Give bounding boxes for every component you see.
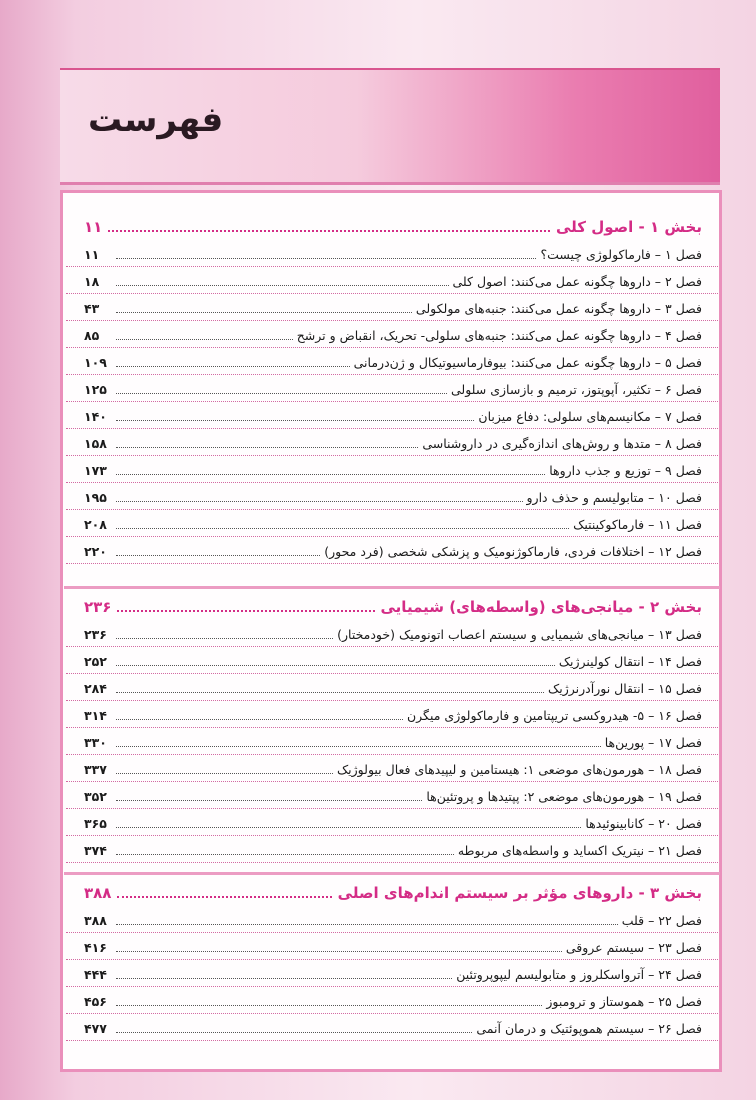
- chapter-page-number: ۸۵: [84, 327, 100, 343]
- row-separator: [66, 835, 718, 836]
- chapter-title: فصل ۵ – داروها چگونه عمل می‌کنند: بیوفارماسیوتیکال و ژن‌درمانی: [353, 354, 702, 370]
- chapter-title: فصل ۳ – داروها چگونه عمل می‌کنند: جنبه‌های مولکولی: [415, 300, 702, 316]
- toc-row[interactable]: [84, 703, 702, 727]
- chapter-page-number: ۲۸۴: [84, 680, 107, 696]
- row-separator: [66, 428, 718, 429]
- row-separator: [66, 673, 718, 674]
- toc-row[interactable]: [84, 962, 702, 986]
- chapter-title: فصل ۸ – متدها و روش‌های اندازه‌گیری در داروشناسی: [422, 435, 702, 451]
- chapter-title: فصل ۱۲ – اختلافات فردی، فارماکوژنومیک و پزشکی شخصی (فرد محور): [324, 543, 702, 559]
- row-separator: [66, 320, 718, 321]
- section-title: بخش ۳ - داروهای مؤثر بر سیستم اندام‌های اصلی: [337, 884, 702, 902]
- toc-row[interactable]: [84, 350, 702, 374]
- chapter-title: فصل ۱۴ – انتقال کولینرژیک: [558, 653, 702, 669]
- dot-leader: [116, 258, 536, 259]
- dot-leader: [116, 665, 555, 666]
- chapter-page-number: ۴۱۶: [84, 939, 107, 955]
- row-separator: [66, 266, 718, 267]
- chapter-title: فصل ۱۷ – پورین‌ها: [604, 734, 702, 750]
- chapter-page-number: ۱۰۹: [84, 354, 107, 370]
- page-title: فهرست: [88, 100, 224, 140]
- section-title: بخش ۱ - اصول کلی: [555, 218, 702, 236]
- dot-leader: [116, 978, 452, 979]
- dot-leader: [116, 420, 474, 421]
- chapter-page-number: ۳۵۲: [84, 788, 107, 804]
- dot-leader: [116, 692, 544, 693]
- dot-leader: [116, 1032, 472, 1033]
- chapter-title: فصل ۱۵ – انتقال نورآدرنرژیک: [548, 680, 702, 696]
- dot-leader: [116, 719, 403, 720]
- chapter-page-number: ۱۲۵: [84, 381, 107, 397]
- chapter-page-number: ۳۳۰: [84, 734, 107, 750]
- chapter-page-number: ۱۷۳: [84, 462, 107, 478]
- chapter-page-number: ۲۳۶: [84, 626, 107, 642]
- toc-row[interactable]: [84, 269, 702, 293]
- dot-leader: [116, 746, 601, 747]
- chapter-title: فصل ۲۲ – قلب: [621, 912, 702, 928]
- toc-row[interactable]: [84, 485, 702, 509]
- row-separator: [66, 808, 718, 809]
- row-separator: [66, 781, 718, 782]
- row-separator: [66, 455, 718, 456]
- chapter-page-number: ۱۴۰: [84, 408, 107, 424]
- dot-leader: [116, 312, 412, 313]
- chapter-title: فصل ۲۶ – سیستم همو‌پوئتیک و درمان آنمی: [476, 1020, 702, 1036]
- toc-row[interactable]: [84, 649, 702, 673]
- chapter-title: فصل ۲۵ – هموستاز و ترومبوز: [546, 993, 702, 1009]
- dot-leader: [117, 896, 331, 898]
- chapter-page-number: ۳۶۵: [84, 815, 107, 831]
- row-separator: [66, 482, 718, 483]
- row-separator: [66, 293, 718, 294]
- section-divider: [64, 872, 720, 875]
- row-separator: [66, 401, 718, 402]
- toc-row[interactable]: [84, 431, 702, 455]
- chapter-title: فصل ۲۱ – نیتریک اکساید و واسطه‌های مربوطه: [457, 842, 702, 858]
- dot-leader: [116, 1005, 542, 1006]
- dot-leader: [116, 854, 454, 855]
- dot-leader: [116, 285, 449, 286]
- row-separator: [66, 1013, 718, 1014]
- chapter-page-number: ۱۵۸: [84, 435, 107, 451]
- section-page-number: ۳۸۸: [84, 884, 112, 902]
- chapter-title: فصل ۱۸ – هورمون‌های موضعی ۱: هیستامین و لیپیدهای فعال بیولوژیک: [336, 761, 702, 777]
- dot-leader: [116, 393, 447, 394]
- dot-leader: [116, 638, 333, 639]
- dot-leader: [116, 800, 422, 801]
- dot-leader: [116, 555, 320, 556]
- dot-leader: [108, 230, 550, 232]
- toc-row[interactable]: [84, 458, 702, 482]
- row-separator: [66, 700, 718, 701]
- chapter-title: فصل ۷ – مکانیسم‌های سلولی: دفاع میزبان: [478, 408, 702, 424]
- toc-row[interactable]: [84, 404, 702, 428]
- dot-leader: [116, 528, 569, 529]
- dot-leader: [116, 827, 581, 828]
- section-heading[interactable]: [84, 594, 702, 620]
- chapter-title: فصل ۲ – داروها چگونه عمل می‌کنند: اصول کلی: [452, 273, 702, 289]
- row-separator: [66, 347, 718, 348]
- section-divider: [64, 586, 720, 589]
- row-separator: [66, 646, 718, 647]
- toc-row[interactable]: [84, 935, 702, 959]
- toc-row[interactable]: [84, 730, 702, 754]
- chapter-title: فصل ۹ – توزیع و جذب داروها: [549, 462, 702, 478]
- toc-row[interactable]: [84, 676, 702, 700]
- chapter-page-number: ۲۵۲: [84, 653, 107, 669]
- toc-row[interactable]: [84, 622, 702, 646]
- chapter-title: فصل ۲۳ – سیستم عروقی: [565, 939, 702, 955]
- chapter-title: فصل ۲۴ – آترواسکلروز و متابولیسم لیپوپروتئین: [456, 966, 702, 982]
- chapter-title: فصل ۱۱ – فارماکوکینتیک: [573, 516, 702, 532]
- chapter-title: فصل ۱ – فارماکولوژی چیست؟: [540, 246, 702, 262]
- chapter-page-number: ۱۸: [84, 273, 100, 289]
- chapter-title: فصل ۱۰ – متابولیسم و حذف دارو: [526, 489, 702, 505]
- toc-row[interactable]: [84, 296, 702, 320]
- row-separator: [66, 862, 718, 863]
- dot-leader: [116, 951, 562, 952]
- dot-leader: [116, 924, 618, 925]
- section-page-number: ۲۳۶: [84, 598, 112, 616]
- chapter-title: فصل ۶ – تکثیر، آپوپتوز، ترمیم و بازسازی سلولی: [450, 381, 702, 397]
- chapter-title: فصل ۱۹ – هورمون‌های موضعی ۲: پپتیدها و پروتئین‌ها: [426, 788, 702, 804]
- chapter-page-number: ۳۸۸: [84, 912, 107, 928]
- toc-row[interactable]: [84, 757, 702, 781]
- dot-leader: [116, 474, 545, 475]
- chapter-page-number: ۳۳۷: [84, 761, 107, 777]
- toc-row[interactable]: [84, 539, 702, 563]
- toc-row[interactable]: [84, 1016, 702, 1040]
- row-separator: [66, 727, 718, 728]
- dot-leader: [116, 447, 418, 448]
- row-separator: [66, 986, 718, 987]
- toc-row[interactable]: [84, 323, 702, 347]
- dot-leader: [116, 773, 333, 774]
- chapter-page-number: ۴۴۴: [84, 966, 107, 982]
- row-separator: [66, 754, 718, 755]
- toc-row[interactable]: [84, 838, 702, 862]
- row-separator: [66, 932, 718, 933]
- toc-row[interactable]: [84, 512, 702, 536]
- chapter-title: فصل ۲۰ – کانابینوئیدها: [585, 815, 702, 831]
- dot-leader: [116, 339, 293, 340]
- chapter-page-number: ۱۱: [84, 246, 100, 262]
- toc-row[interactable]: [84, 377, 702, 401]
- section-page-number: ۱۱: [84, 218, 103, 236]
- chapter-page-number: ۲۰۸: [84, 516, 107, 532]
- row-separator: [66, 536, 718, 537]
- chapter-title: فصل ۱۶ – ۵- هیدروکسی تریپتامین و فارماکولوژی میگرن: [406, 707, 702, 723]
- toc-row[interactable]: [84, 784, 702, 808]
- row-separator: [66, 509, 718, 510]
- dot-leader: [116, 501, 523, 502]
- toc-row[interactable]: [84, 811, 702, 835]
- chapter-title: فصل ۴ – داروها چگونه عمل می‌کنند: جنبه‌های سلولی- تحریک، انقباض و ترشح: [296, 327, 702, 343]
- chapter-page-number: ۴۳: [84, 300, 100, 316]
- section-title: بخش ۲ - میانجی‌های (واسطه‌های) شیمیایی: [380, 598, 702, 616]
- row-separator: [66, 1040, 718, 1041]
- chapter-page-number: ۲۲۰: [84, 543, 107, 559]
- chapter-page-number: ۳۷۴: [84, 842, 107, 858]
- chapter-page-number: ۱۹۵: [84, 489, 107, 505]
- row-separator: [66, 563, 718, 564]
- row-separator: [66, 959, 718, 960]
- section-heading[interactable]: [84, 214, 702, 240]
- section-heading[interactable]: [84, 880, 702, 906]
- chapter-page-number: ۴۷۷: [84, 1020, 107, 1036]
- dot-leader: [117, 610, 374, 612]
- toc-row[interactable]: [84, 242, 702, 266]
- dot-leader: [116, 366, 350, 367]
- row-separator: [66, 374, 718, 375]
- chapter-page-number: ۳۱۴: [84, 707, 107, 723]
- toc-row[interactable]: [84, 989, 702, 1013]
- chapter-title: فصل ۱۳ – میانجی‌های شیمیایی و سیستم اعصاب اتونومیک (خودمختار): [337, 626, 702, 642]
- chapter-page-number: ۴۵۶: [84, 993, 107, 1009]
- toc-row[interactable]: [84, 908, 702, 932]
